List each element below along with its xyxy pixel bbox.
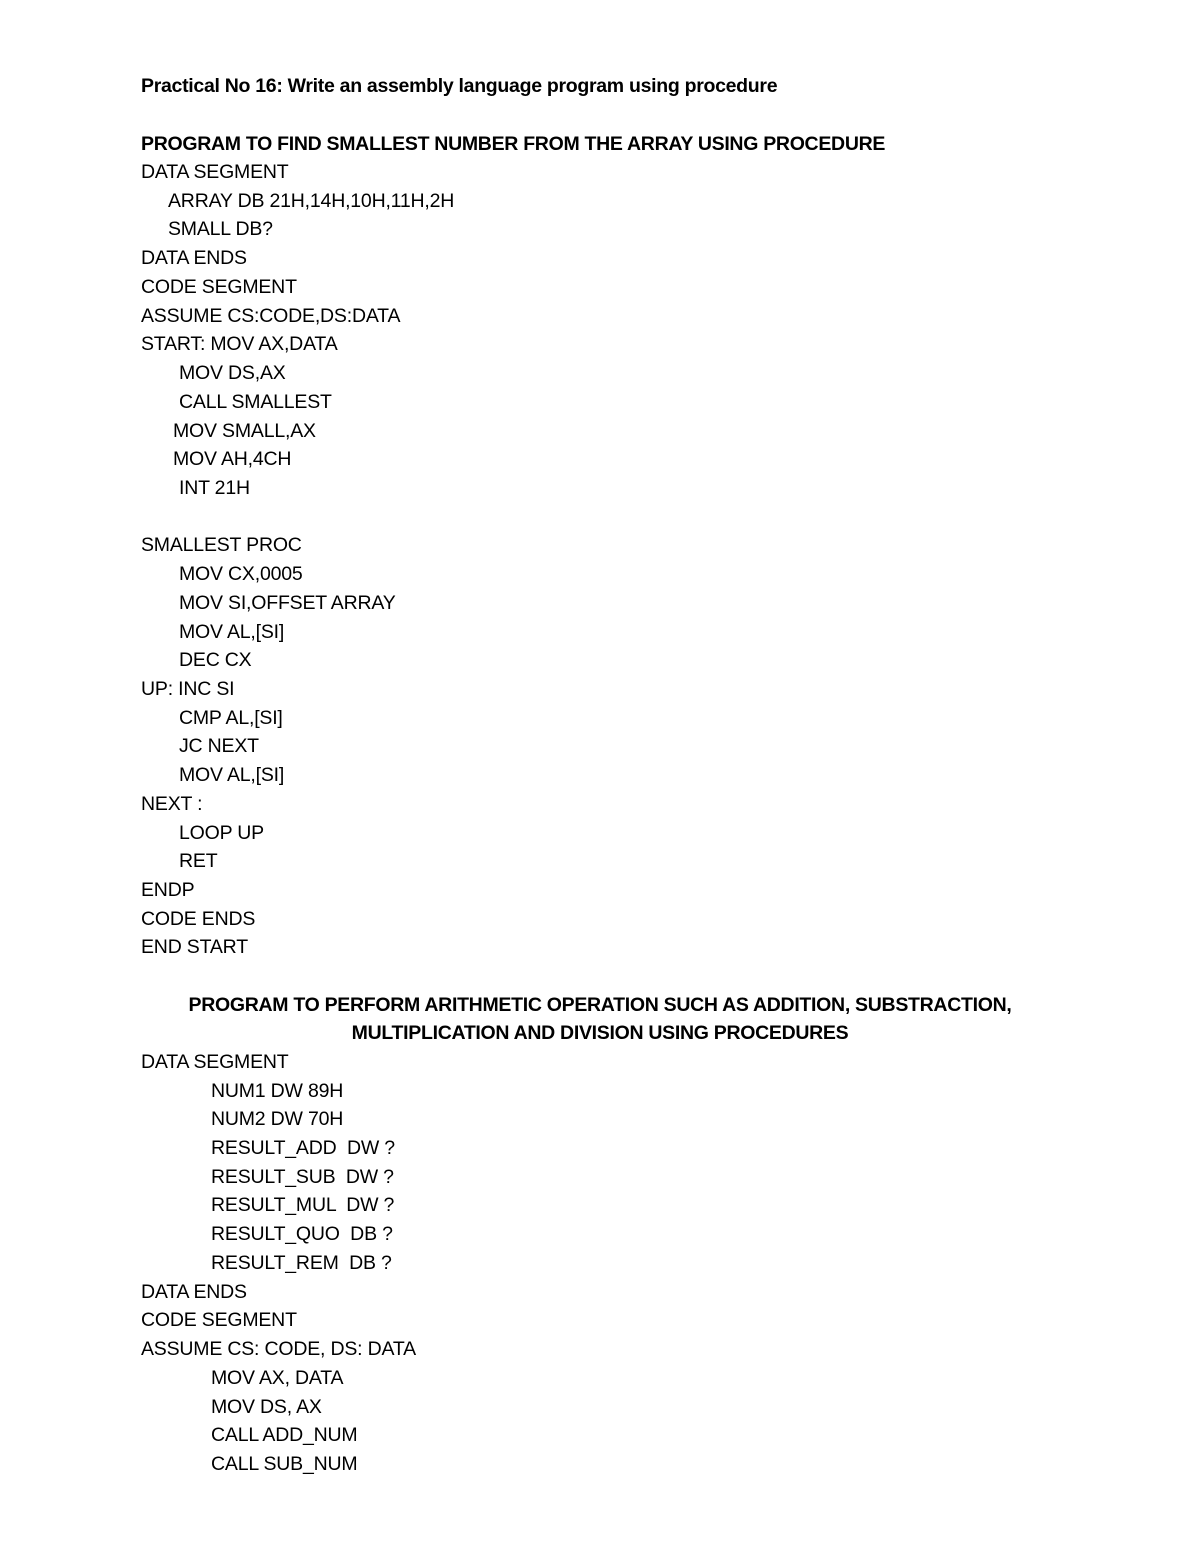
code-line: MOV AX, DATA <box>211 1367 344 1389</box>
code-line: DATA ENDS <box>141 247 247 269</box>
code-line: RET <box>179 850 218 872</box>
section2-heading-line1: PROGRAM TO PERFORM ARITHMETIC OPERATION SUCH AS ADDITION, SUBSTRACTION, <box>188 994 1012 1016</box>
section2-heading-line2: MULTIPLICATION AND DIVISION USING PROCEDURES <box>351 1022 849 1044</box>
code-line: CALL SUB_NUM <box>211 1453 358 1475</box>
code-line: DATA ENDS <box>141 1281 247 1303</box>
code-line: NEXT : <box>141 793 203 815</box>
code-line: RESULT_MUL DW ? <box>211 1194 395 1216</box>
code-line: MOV DS, AX <box>211 1396 322 1418</box>
code-line: RESULT_SUB DW ? <box>211 1166 394 1188</box>
code-line: ASSUME CS:CODE,DS:DATA <box>141 305 401 327</box>
code-line: ASSUME CS: CODE, DS: DATA <box>141 1338 416 1360</box>
code-line: MOV CX,0005 <box>179 563 303 585</box>
code-line: MOV DS,AX <box>179 362 286 384</box>
code-line: RESULT_QUO DB ? <box>211 1223 393 1245</box>
code-line: NUM1 DW 89H <box>211 1080 344 1102</box>
code-line: DATA SEGMENT <box>141 161 289 183</box>
code-line: DEC CX <box>179 649 252 671</box>
code-line: MOV SMALL,AX <box>173 420 316 442</box>
code-line: RESULT_ADD DW ? <box>211 1137 395 1159</box>
code-line: LOOP UP <box>179 822 264 844</box>
code-line: CODE SEGMENT <box>141 276 297 298</box>
code-line: MOV AL,[SI] <box>179 764 285 786</box>
code-line: SMALLEST PROC <box>141 534 302 556</box>
code-line: NUM2 DW 70H <box>211 1108 344 1130</box>
code-line: START: MOV AX,DATA <box>141 333 338 355</box>
code-line: MOV SI,OFFSET ARRAY <box>179 592 396 614</box>
section1-heading: PROGRAM TO FIND SMALLEST NUMBER FROM THE ARRAY USING PROCEDURE <box>141 133 886 155</box>
code-line: CALL ADD_NUM <box>211 1424 358 1446</box>
code-line: CMP AL,[SI] <box>179 707 283 729</box>
code-line: MOV AH,4CH <box>173 448 292 470</box>
code-line: ENDP <box>141 879 195 901</box>
page-title: Practical No 16: Write an assembly language program using procedure <box>141 75 778 97</box>
code-line: JC NEXT <box>179 735 259 757</box>
code-line: CODE ENDS <box>141 908 256 930</box>
code-line: INT 21H <box>179 477 250 499</box>
code-line: END START <box>141 936 248 958</box>
code-line: MOV AL,[SI] <box>179 621 285 643</box>
code-line: SMALL DB? <box>168 218 273 240</box>
code-line: ARRAY DB 21H,14H,10H,11H,2H <box>168 190 455 212</box>
code-line: RESULT_REM DB ? <box>211 1252 392 1274</box>
code-line: CALL SMALLEST <box>179 391 332 413</box>
code-line: CODE SEGMENT <box>141 1309 297 1331</box>
code-line: UP: INC SI <box>141 678 235 700</box>
code-line: DATA SEGMENT <box>141 1051 289 1073</box>
